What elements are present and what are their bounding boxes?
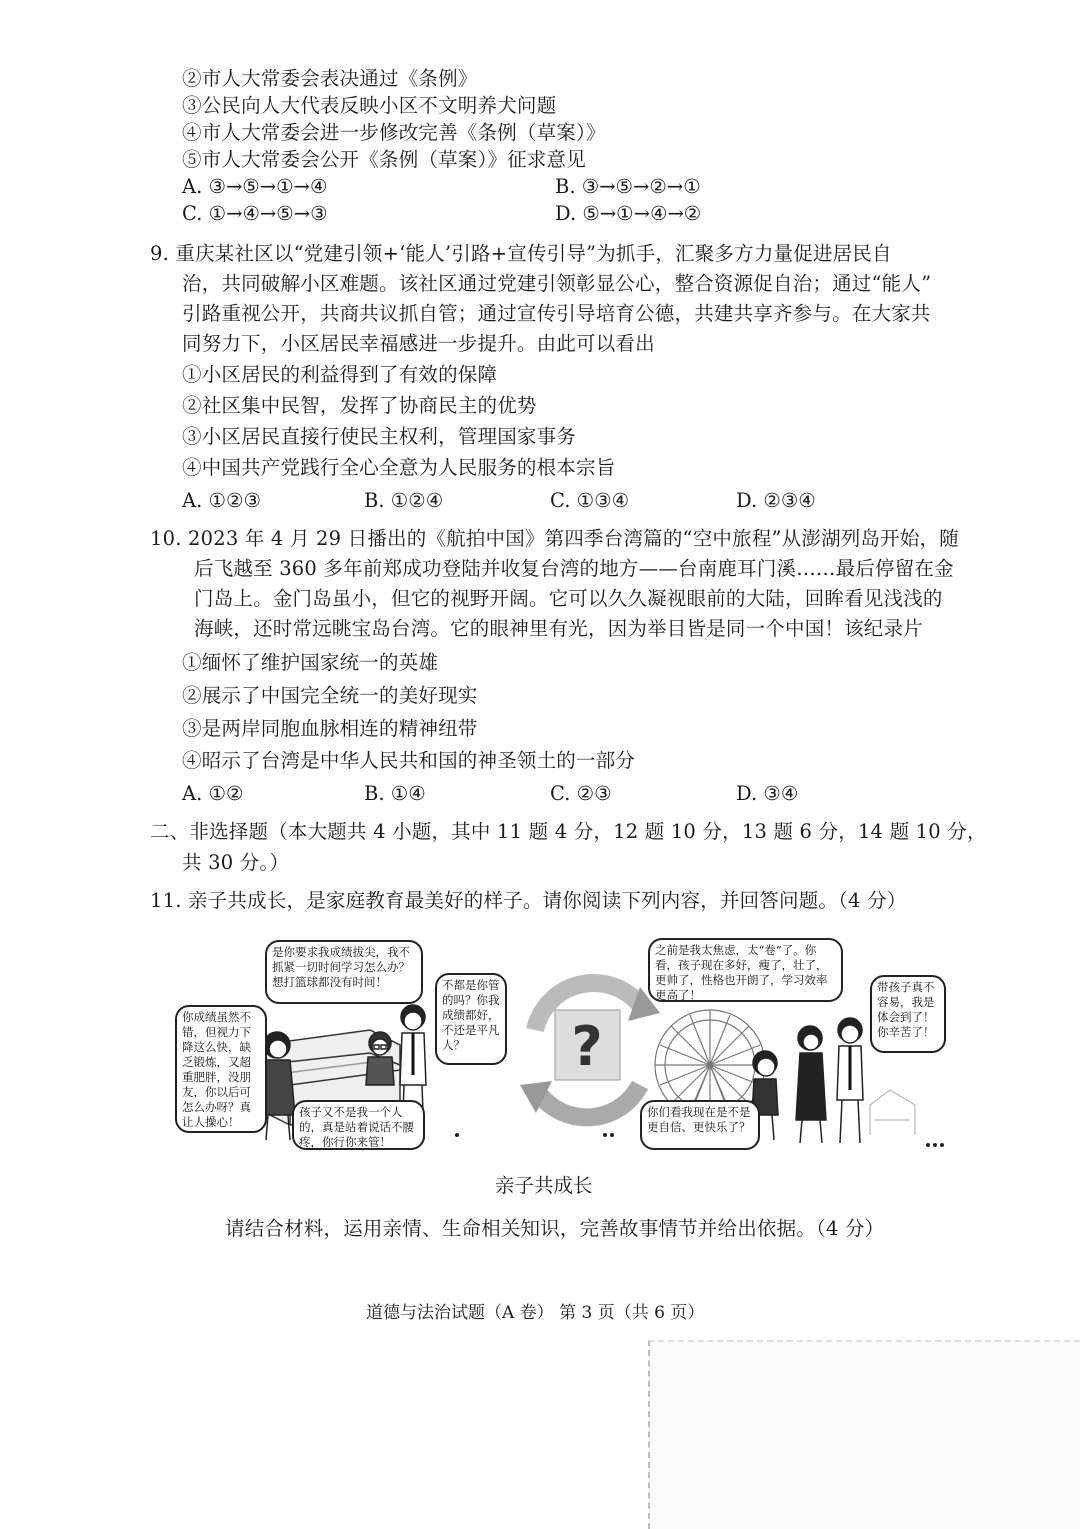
q8-item-4: ④市人大常委会进一步修改完善《条例（草案）》 bbox=[182, 121, 606, 144]
q8-option-c[interactable]: C. ①→④→⑤→③ bbox=[182, 202, 328, 225]
q8-option-a[interactable]: A. ③→⑤→①→④ bbox=[182, 175, 328, 198]
q9-stem-line1: 9. 重庆某社区以“党建引领+‘能人’引路+宣传引导”为抓手，汇聚多方力量促进居民自 bbox=[150, 242, 892, 265]
q10-item-4: ④昭示了台湾是中华人民共和国的神圣领土的一部分 bbox=[182, 749, 636, 772]
speech-bubble-mother-right: 之前是我太焦虑，太“卷”了。你看，孩子现在多好，瘦了，壮了，更帅了，性格也开朗了，学习效率更高了！ bbox=[648, 938, 843, 1002]
q8-option-d[interactable]: D. ⑤→①→④→② bbox=[555, 202, 702, 225]
q9-item-2: ②社区集中民智，发挥了协商民主的优势 bbox=[182, 394, 537, 417]
q9-stem-line3: 引路重视公开，共商共议抓自管；通过宣传引导培育公德，共建共享齐参与。在大家共 bbox=[182, 302, 931, 325]
q8-item-5: ⑤市人大常委会公开《条例（草案）》征求意见 bbox=[182, 148, 586, 171]
q9-option-c[interactable]: C. ①③④ bbox=[550, 489, 630, 512]
q10-option-b[interactable]: B. ①④ bbox=[364, 782, 426, 805]
q10-option-d[interactable]: D. ③④ bbox=[736, 782, 799, 805]
q10-item-1: ①缅怀了维护国家统一的英雄 bbox=[182, 651, 439, 674]
q8-option-b[interactable]: B. ③→⑤→②→① bbox=[555, 175, 701, 198]
svg-text:?: ? bbox=[571, 1015, 603, 1078]
question-mark-icon bbox=[520, 983, 660, 1117]
q8-options-row1 bbox=[182, 174, 942, 200]
q9-stem-line4: 同努力下，小区居民幸福感进一步提升。由此可以看出 bbox=[182, 332, 655, 355]
section2-heading-line1: 二、非选择题（本大题共 4 小题，其中 11 题 4 分，12 题 10 分，13 题 6 分，14 题 10 分， bbox=[150, 820, 987, 843]
q10-stem-line1: 10. 2023 年 4 月 29 日播出的《航拍中国》第四季台湾篇的“空中旅程”从澎湖列岛开始，随 bbox=[150, 527, 959, 550]
mother-figure-right bbox=[796, 1026, 826, 1143]
speech-bubble-child-right: 你们看我现在是不是更自信、更快乐了？ bbox=[640, 1100, 760, 1150]
q10-stem-line4: 海峡，还时常远眺宝岛台湾。它的眼神里有光，因为举目皆是同一个中国！该纪录片 bbox=[194, 617, 923, 640]
comic-figure bbox=[170, 935, 960, 1155]
q9-item-4: ④中国共产党践行全心全意为人民服务的根本宗旨 bbox=[182, 456, 616, 479]
q11-stem: 11. 亲子共成长，是家庭教育最美好的样子。请你阅读下列内容，并回答问题。（4 分） bbox=[150, 889, 907, 912]
speech-bubble-mother-left: 你成绩虽然不错，但视力下降这么快，缺乏锻炼，又超重肥胖，没朋友，你以后可怎么办呀？真让人操心！ bbox=[175, 1005, 267, 1133]
q10-option-a[interactable]: A. ①② bbox=[182, 782, 244, 805]
building-sketch bbox=[870, 1090, 915, 1135]
q10-item-3: ③是两岸同胞血脉相连的精神纽带 bbox=[182, 717, 478, 740]
q10-stem-line2: 后飞越至 360 多年前郑成功登陆并收复台湾的地方——台南鹿耳门溪……最后停留在金 bbox=[194, 557, 954, 580]
q10-option-c[interactable]: C. ②③ bbox=[550, 782, 612, 805]
q9-item-3: ③小区居民直接行使民主权利，管理国家事务 bbox=[182, 425, 577, 448]
q8-item-3: ③公民向人大代表反映小区不文明养犬问题 bbox=[182, 94, 557, 117]
blank-corner-area bbox=[648, 1340, 1080, 1529]
speech-bubble-father-left: 不都是你管的吗？你我成绩都好，不还是平凡人？ bbox=[435, 973, 507, 1065]
speech-bubble-child-left: 是你要求我成绩拔尖，我不抓紧一切时间学习怎么办？想打篮球都没有时间！ bbox=[265, 940, 423, 1004]
q9-item-1: ①小区居民的利益得到了有效的保障 bbox=[182, 363, 498, 386]
q10-item-2: ②展示了中国完全统一的美好现实 bbox=[182, 684, 478, 707]
speech-bubble-father-right: 带孩子真不容易，我是体会到了！你辛苦了！ bbox=[870, 975, 946, 1053]
q9-option-d[interactable]: D. ②③④ bbox=[736, 489, 816, 512]
q8-options-row2 bbox=[182, 201, 942, 227]
q9-stem-line2: 治，共同破解小区难题。该社区通过党建引领彰显公心，整合资源促自治；通过“能人” bbox=[182, 272, 932, 295]
child-figure-left bbox=[366, 1032, 394, 1085]
page-footer: 道德与法治试题（A 卷） 第 3 页（共 6 页） bbox=[366, 1303, 705, 1323]
q10-stem-line3: 门岛上。金门岛虽小，但它的视野开阔。它可以久久凝视眼前的大陆，回眸看见浅浅的 bbox=[194, 587, 943, 610]
q9-option-a[interactable]: A. ①②③ bbox=[182, 489, 261, 512]
speech-bubble-mother-reply: 孩子又不是我一个人的，真是站着说话不腰疼，你行你来管！ bbox=[292, 1100, 425, 1150]
father-figure-right bbox=[837, 1018, 863, 1143]
q9-options bbox=[182, 488, 942, 514]
section2-heading-line2: 共 30 分。） bbox=[182, 851, 290, 874]
q11-question: 请结合材料，运用亲情、生命相关知识，完善故事情节并给出依据。（4 分） bbox=[225, 1217, 885, 1240]
q8-item-2: ②市人大常委会表决通过《条例》 bbox=[182, 67, 478, 90]
q10-options bbox=[182, 781, 942, 807]
figure-caption: 亲子共成长 bbox=[495, 1174, 593, 1197]
q9-option-b[interactable]: B. ①②④ bbox=[364, 489, 444, 512]
